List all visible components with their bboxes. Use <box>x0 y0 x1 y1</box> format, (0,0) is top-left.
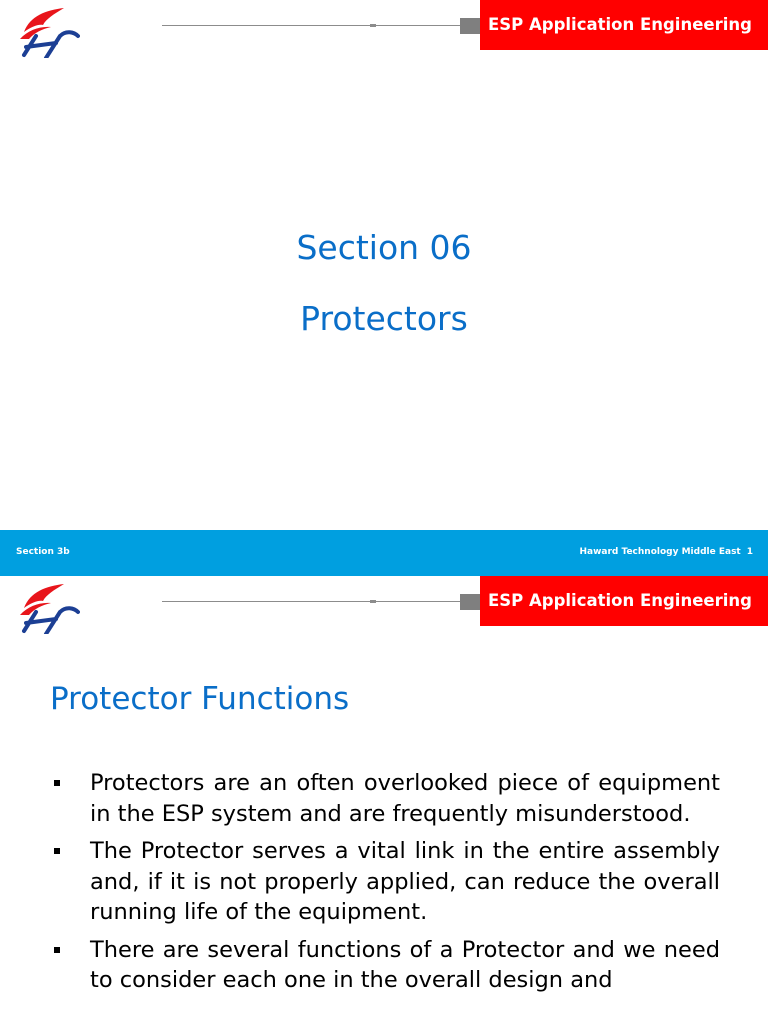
list-item <box>50 836 720 928</box>
bullet-text: The Protector serves a vital link in the entire assembly and, if it is not properly applied, can reduce the overall running life of the equipment. <box>90 838 720 925</box>
bullet-text: There are several functions of a Protector and we need to consider each one in the overall design and <box>90 936 720 993</box>
footer-bar <box>0 530 768 576</box>
list-item <box>50 935 720 996</box>
header-banner: ESP Application Engineering <box>480 576 768 626</box>
header-banner: ESP Application Engineering <box>480 0 768 50</box>
header-square <box>460 18 480 34</box>
square-bullet-icon <box>54 780 60 786</box>
haward-logo-icon <box>16 6 80 58</box>
haward-logo-icon <box>16 582 80 634</box>
footer-page-number: 1 <box>746 547 753 557</box>
slide-heading: Protector Functions <box>50 681 350 717</box>
bullet-text: Protectors are an often overlooked piece of equipment in the ESP system and are frequently misunderstood. <box>90 770 720 827</box>
header-square <box>460 594 480 610</box>
header-rule <box>162 25 462 26</box>
list-item <box>50 768 720 829</box>
slide-2 <box>0 576 768 1024</box>
bullet-list <box>50 768 720 1003</box>
square-bullet-icon <box>54 947 60 953</box>
footer-right <box>580 545 754 559</box>
footer-company: Haward Technology Middle East <box>579 547 741 557</box>
section-number: Section 06 <box>296 228 472 267</box>
footer-section-label: Section 3b <box>16 547 70 557</box>
header-rule <box>162 601 462 602</box>
section-title: Protectors <box>300 299 468 338</box>
square-bullet-icon <box>54 848 60 854</box>
